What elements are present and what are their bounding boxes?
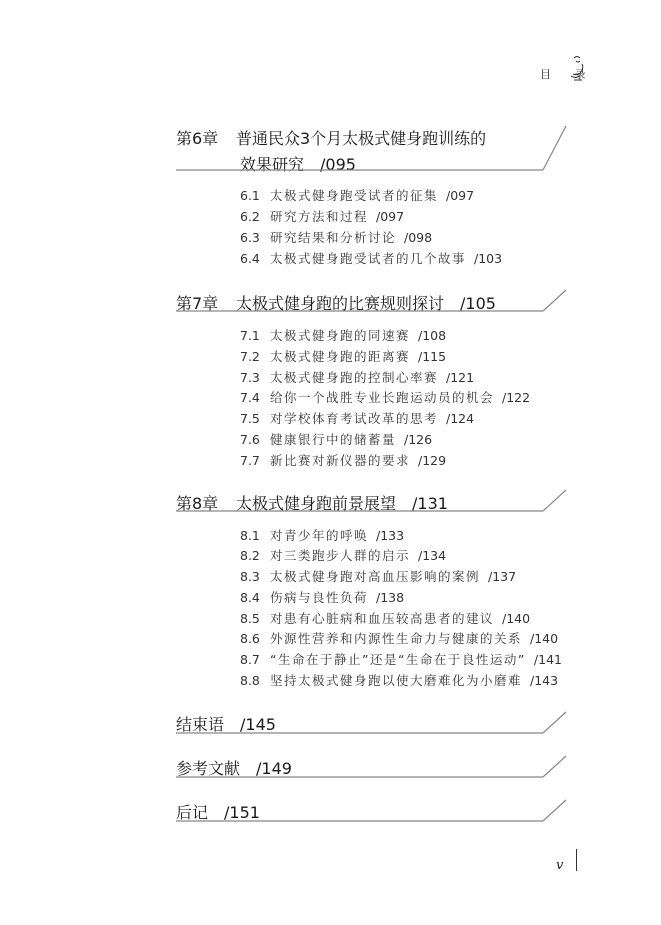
section-title: 伤病与良性负荷: [270, 590, 369, 605]
section-number: 7.5: [240, 411, 260, 426]
chapter-number: 第8章: [176, 494, 219, 513]
section-page: /140: [502, 611, 531, 626]
section-page: /140: [530, 631, 559, 646]
section-7-3[interactable]: [240, 368, 474, 386]
section-7-4[interactable]: [240, 388, 530, 406]
section-title: 对患有心脏病和血压较高患者的建议: [270, 611, 495, 626]
running-header: 目 录: [540, 68, 596, 81]
chapter-number: 第6章: [176, 129, 219, 148]
section-number: 8.3: [240, 569, 260, 584]
section-7-7[interactable]: [240, 451, 446, 469]
folio-divider: [576, 849, 577, 871]
section-page: /138: [376, 590, 405, 605]
section-7-5[interactable]: [240, 409, 474, 427]
section-number: 7.2: [240, 349, 260, 364]
back-matter-references[interactable]: 参考文献 /149: [176, 759, 292, 778]
section-8-5[interactable]: [240, 609, 530, 627]
section-6-4[interactable]: [240, 249, 502, 267]
section-title: 太极式健身跑对高血压影响的案例: [270, 569, 481, 584]
section-number: 7.1: [240, 328, 260, 343]
section-number: 8.4: [240, 590, 260, 605]
section-8-1[interactable]: [240, 526, 404, 544]
section-title: 坚持太极式健身跑以使大磨难化为小磨难: [270, 673, 523, 688]
section-title: 新比赛对新仪器的要求: [270, 453, 411, 468]
section-page: /124: [446, 411, 475, 426]
section-number: 6.2: [240, 209, 260, 224]
section-number: 6.1: [240, 188, 260, 203]
section-number: 6.3: [240, 230, 260, 245]
chapter-title-line1: 太极式健身跑的比赛规则探讨 /105: [236, 294, 496, 313]
section-page: /143: [530, 673, 559, 688]
section-page: /137: [488, 569, 517, 584]
section-page: /129: [418, 453, 447, 468]
section-8-7[interactable]: [240, 650, 562, 668]
section-title: 太极式健身跑的距离赛: [270, 349, 411, 364]
section-number: 7.7: [240, 453, 260, 468]
section-page: /133: [376, 528, 405, 543]
section-title: 对三类跑步人群的启示: [270, 548, 411, 563]
section-number: 8.8: [240, 673, 260, 688]
section-title: 健康银行中的储蓄量: [270, 432, 397, 447]
section-6-2[interactable]: [240, 207, 404, 225]
section-number: 6.4: [240, 251, 260, 266]
section-page: /134: [418, 548, 447, 563]
section-8-8[interactable]: [240, 671, 558, 689]
section-number: 8.2: [240, 548, 260, 563]
section-8-3[interactable]: [240, 567, 516, 585]
section-page: /098: [404, 230, 433, 245]
back-matter-conclusion[interactable]: 结束语 /145: [176, 715, 276, 734]
section-page: /108: [418, 328, 447, 343]
section-title: 太极式健身跑的控制心率赛: [270, 370, 439, 385]
section-8-6[interactable]: [240, 629, 558, 647]
section-title: 太极式健身跑的同速赛: [270, 328, 411, 343]
section-title: 对学校体育考试改革的思考: [270, 411, 439, 426]
section-title: 对青少年的呼唤: [270, 528, 369, 543]
page-number: v: [556, 858, 564, 873]
ornament-icon: [568, 54, 588, 84]
section-title: 给你一个战胜专业长跑运动员的机会: [270, 390, 495, 405]
section-page: /122: [502, 390, 531, 405]
section-title: 太极式健身跑受试者的几个故事: [270, 251, 467, 266]
section-number: 8.6: [240, 631, 260, 646]
section-page: /126: [404, 432, 433, 447]
section-8-2[interactable]: [240, 546, 446, 564]
section-number: 7.4: [240, 390, 260, 405]
chapter-number: 第7章: [176, 294, 219, 313]
chapter-6-title[interactable]: [176, 126, 486, 149]
section-number: 8.5: [240, 611, 260, 626]
section-6-1[interactable]: [240, 186, 474, 204]
section-page: /121: [446, 370, 475, 385]
section-page: /115: [418, 349, 447, 364]
chapter-8-title[interactable]: [176, 491, 448, 514]
section-page: /141: [533, 652, 562, 667]
section-number: 8.7: [240, 652, 260, 667]
section-7-6[interactable]: [240, 430, 432, 448]
section-number: 7.6: [240, 432, 260, 447]
section-title: “生命在于静止”还是“生命在于良性运动”: [270, 652, 526, 667]
section-title: 研究方法和过程: [270, 209, 369, 224]
section-8-4[interactable]: [240, 588, 404, 606]
section-number: 7.3: [240, 370, 260, 385]
section-7-1[interactable]: [240, 326, 446, 344]
section-6-3[interactable]: [240, 228, 432, 246]
section-page: /097: [446, 188, 475, 203]
chapter-title-line1: 太极式健身跑前景展望 /131: [236, 494, 448, 513]
section-7-2[interactable]: [240, 347, 446, 365]
section-title: 研究结果和分析讨论: [270, 230, 397, 245]
section-title: 外源性营养和内源性生命力与健康的关系: [270, 631, 523, 646]
chapter-title-line1: 普通民众3个月太极式健身跑训练的: [236, 129, 487, 148]
section-page: /103: [474, 251, 503, 266]
chapter-7-title[interactable]: [176, 291, 496, 314]
section-page: /097: [376, 209, 405, 224]
section-title: 太极式健身跑受试者的征集: [270, 188, 439, 203]
chapter-6-title-line2[interactable]: 效果研究 /095: [240, 155, 356, 174]
section-number: 8.1: [240, 528, 260, 543]
back-matter-afterword[interactable]: 后记 /151: [176, 803, 260, 822]
